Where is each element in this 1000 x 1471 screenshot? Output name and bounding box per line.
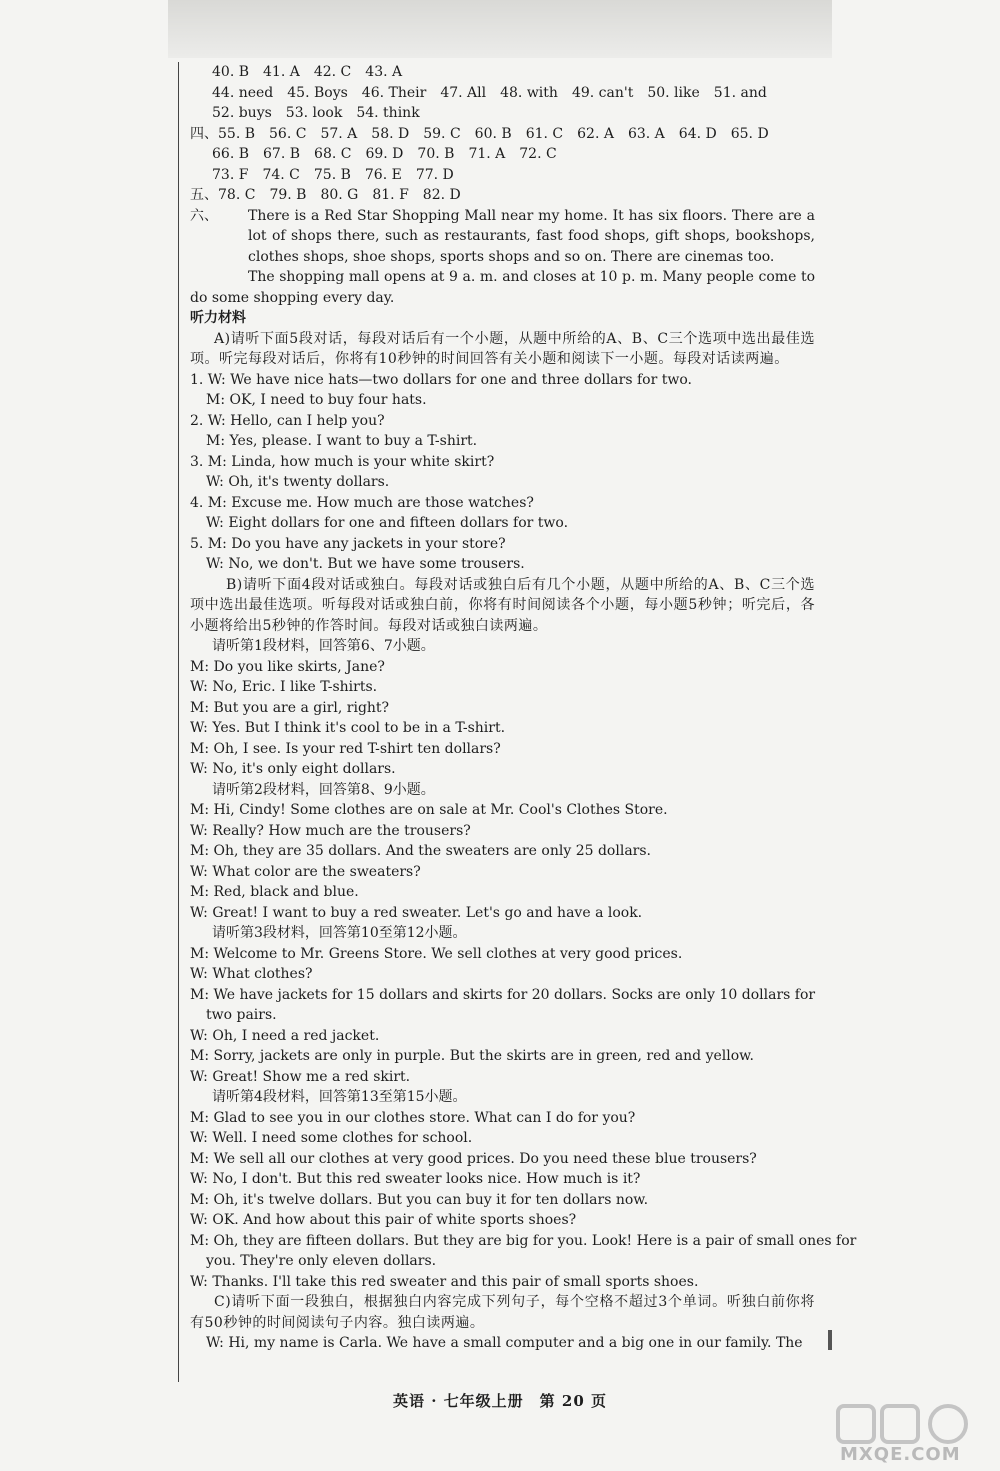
dialogue-line: M: Hi, Cindy! Some clothes are on sale at Mr. Cool's Clothes Store.	[190, 802, 668, 818]
answer-item: 65. D	[730, 125, 769, 142]
dialogue-line: W: Well. I need some clothes for school.	[190, 1130, 473, 1146]
answer-item: 43. A	[365, 64, 403, 80]
answer-row-7	[190, 185, 815, 206]
answer-item: 75. B	[313, 166, 351, 183]
answer-item: 61. C	[525, 125, 564, 142]
segment-4-title: 请听第4段材料，回答第13至第15小题。	[212, 1089, 467, 1105]
dialogue-line: W: Thanks. I'll take this red sweater and this pair of small sports shoes.	[190, 1273, 699, 1290]
dialogue-line: W: What clothes?	[190, 966, 313, 982]
answer-item: 52. buys	[212, 105, 272, 121]
part-c-instructions: C)请听下面一段独白，根据独白内容完成下列句子，每个空格不超过3个单词。听独白前你将有50秒钟的时间阅读句子内容。独白读两遍。	[190, 1294, 815, 1331]
dialogue-line: you. They're only eleven dollars.	[206, 1253, 437, 1269]
dialogue-line: M: Oh, it's twelve dollars. But you can buy it for ten dollars now.	[190, 1191, 649, 1208]
watermark-text: MXQE.COM	[840, 1444, 961, 1465]
dialogue-line: M: OK, I need to buy four hats.	[206, 392, 427, 408]
segment-1-title: 请听第1段材料，回答第6、7小题。	[212, 638, 435, 654]
answer-item: 80. G	[320, 187, 359, 203]
answer-row-3	[190, 103, 815, 124]
dialogue-line: 2. W: Hello, can I help you?	[190, 412, 385, 429]
answer-item: 40. B	[212, 64, 250, 80]
dialogue-line: M: Do you like skirts, Jane?	[190, 658, 385, 675]
segment-2-title: 请听第2段材料，回答第8、9小题。	[212, 781, 435, 798]
dialogue-line: W: Eight dollars for one and fifteen dollars for two.	[206, 515, 569, 531]
segment-2-dialogue	[190, 800, 815, 923]
answer-item: 69. D	[365, 146, 404, 162]
answer-item: 67. B	[263, 146, 301, 162]
dialogue-line: M: Oh, they are 35 dollars. And the sweaters are only 25 dollars.	[190, 843, 651, 859]
answer-item: 59. C	[423, 125, 461, 142]
dialogue-line: M: Oh, I see. Is your red T-shirt ten dollars?	[190, 740, 501, 757]
answer-item: 56. C	[269, 125, 307, 142]
answer-item: 42. C	[313, 64, 352, 80]
answer-item: 57. A	[320, 125, 358, 142]
dialogue-line: 4. M: Excuse me. How much are those watches?	[190, 494, 534, 511]
dialogue-line: W: No, we don't. But we have some trousers.	[206, 556, 525, 572]
essay-para-1: There is a Red Star Shopping Mall near my home. It has six floors. There are a lot of shops there, such as restaurants, fast food shops, gift shops, bookshops, clothes shops, shoe shops, sports shops and so on. There are cinemas too.	[248, 207, 815, 265]
dialogue-line: M: But you are a girl, right?	[190, 699, 390, 716]
dialogue-line: W: Oh, it's twenty dollars.	[206, 474, 390, 490]
answer-item: 77. D	[415, 166, 454, 183]
dialogue-line: M: Red, black and blue.	[190, 884, 359, 900]
dialogue-line: M: Oh, they are fifteen dollars. But they are big for you. Look! Here is a pair of small ones for	[190, 1232, 857, 1249]
answer-item: 47. All	[440, 84, 487, 101]
answer-item: 48. with	[500, 84, 558, 101]
dialogue-line: W: No, I don't. But this red sweater looks nice. How much is it?	[190, 1171, 641, 1187]
part-c-monologue-start: W: Hi, my name is Carla. We have a small computer and a big one in our family. The	[206, 1335, 803, 1351]
answer-item: 74. C	[262, 166, 300, 183]
section-number-6: 六、	[190, 207, 218, 224]
answer-item: 55. B	[218, 125, 256, 142]
scan-shadow	[168, 0, 832, 58]
part-b-instructions: B)请听下面4段对话或独白。每段对话或独白后有几个小题，从题中所给的A、B、C三个选项中选出最佳选项。听每段对话或独白前，你将有时间阅读各个小题，每小题5秒钟；听完后，各小题将给出5秒钟的作答时间。每段对话或独白读两遍。	[190, 576, 815, 634]
answer-row-1	[190, 62, 815, 83]
dialogue-line: M: Sorry, jackets are only in purple. But the skirts are in green, red and yellow.	[190, 1048, 754, 1064]
dialogue-line: M: Yes, please. I want to buy a T-shirt.	[206, 433, 478, 449]
answer-row-4	[190, 124, 815, 145]
dialogue-line: 1. W: We have nice hats—two dollars for one and three dollars for two.	[190, 371, 692, 388]
answer-item: 66. B	[212, 146, 250, 162]
dialogue-line: W: Oh, I need a red jacket.	[190, 1027, 380, 1044]
answer-item: 71. A	[468, 146, 506, 162]
answer-row-5	[190, 144, 815, 165]
page-content	[190, 62, 857, 1354]
essay-para-2: The shopping mall opens at 9 a. m. and closes at 10 p. m. Many people come to do some shopping every day.	[190, 269, 815, 306]
answer-item: 41. A	[263, 64, 300, 80]
answer-item: 70. B	[417, 146, 455, 162]
answer-item: 46. Their	[361, 84, 427, 101]
dialogue-line: W: Great! I want to buy a red sweater. Let's go and have a look.	[190, 904, 643, 921]
segment-1-dialogue	[190, 657, 815, 780]
answer-item: 78. C	[218, 187, 256, 203]
dialogue-line: M: Welcome to Mr. Greens Store. We sell clothes at very good prices.	[190, 945, 683, 962]
margin-mark	[828, 1330, 832, 1350]
answer-item: 68. C	[314, 146, 352, 162]
dialogue-line: W: Really? How much are the trousers?	[190, 822, 471, 839]
answer-item: 54. think	[356, 105, 420, 121]
section-number-5: 五、	[190, 187, 218, 203]
answer-item: 76. E	[364, 166, 402, 183]
answer-item: 63. A	[627, 125, 665, 142]
dialogue-line: W: No, it's only eight dollars.	[190, 761, 396, 777]
answer-item: 49. can't	[571, 84, 634, 101]
dialogue-line: W: OK. And how about this pair of white sports shoes?	[190, 1212, 577, 1228]
watermark-logo	[830, 1400, 990, 1466]
part-a-dialogues	[190, 370, 815, 575]
dialogue-line: W: No, Eric. I like T-shirts.	[190, 679, 378, 695]
segment-4-dialogue	[190, 1108, 857, 1293]
answer-item: 73. F	[212, 166, 249, 183]
part-a-instructions: A)请听下面5段对话，每段对话后有一个小题，从题中所给的A、B、C三个选项中选出最佳选项。听完每段对话后，你将有10秒钟的时间回答有关小题和阅读下一小题。每段对话读两遍。	[190, 330, 815, 367]
page-footer: 英语 · 七年级上册 第 20 页	[393, 1392, 607, 1410]
answer-item: 50. like	[647, 84, 700, 101]
dialogue-line: W: Great! Show me a red skirt.	[190, 1068, 411, 1085]
answer-item: 58. D	[371, 125, 410, 142]
answer-row-6	[190, 165, 815, 186]
watermark-logo-icon	[830, 1400, 990, 1448]
answer-item: 72. C	[519, 146, 557, 162]
section-number-4: 四、	[190, 125, 218, 142]
listening-heading: 听力材料	[190, 310, 246, 326]
section-6	[190, 206, 815, 268]
answer-item: 79. B	[269, 187, 307, 203]
answer-item: 44. need	[212, 84, 274, 101]
dialogue-line: 3. M: Linda, how much is your white skirt?	[190, 453, 495, 470]
dialogue-line: W: Yes. But I think it's cool to be in a T-shirt.	[190, 720, 506, 736]
answer-item: 60. B	[474, 125, 512, 142]
answer-item: 53. look	[285, 105, 343, 121]
dialogue-line: M: We sell all our clothes at very good prices. Do you need these blue trousers?	[190, 1150, 757, 1167]
answer-item: 64. D	[678, 125, 717, 142]
answer-item: 62. A	[577, 125, 614, 142]
dialogue-line: W: What color are the sweaters?	[190, 863, 421, 880]
dialogue-line: 5. M: Do you have any jackets in your store?	[190, 535, 506, 552]
segment-3-dialogue	[190, 944, 815, 1088]
answer-row-2	[190, 83, 815, 104]
answer-item: 51. and	[713, 84, 767, 101]
dialogue-line: two pairs.	[206, 1007, 277, 1023]
segment-3-title: 请听第3段材料，回答第10至第12小题。	[212, 925, 467, 941]
dialogue-line: M: Glad to see you in our clothes store. What can I do for you?	[190, 1109, 636, 1126]
answer-item: 81. F	[372, 187, 409, 203]
margin-line	[178, 62, 179, 1382]
answer-item: 82. D	[422, 187, 461, 203]
dialogue-line: M: We have jackets for 15 dollars and skirts for 20 dollars. Socks are only 10 dollars for	[190, 986, 816, 1003]
answer-item: 45. Boys	[287, 84, 348, 101]
